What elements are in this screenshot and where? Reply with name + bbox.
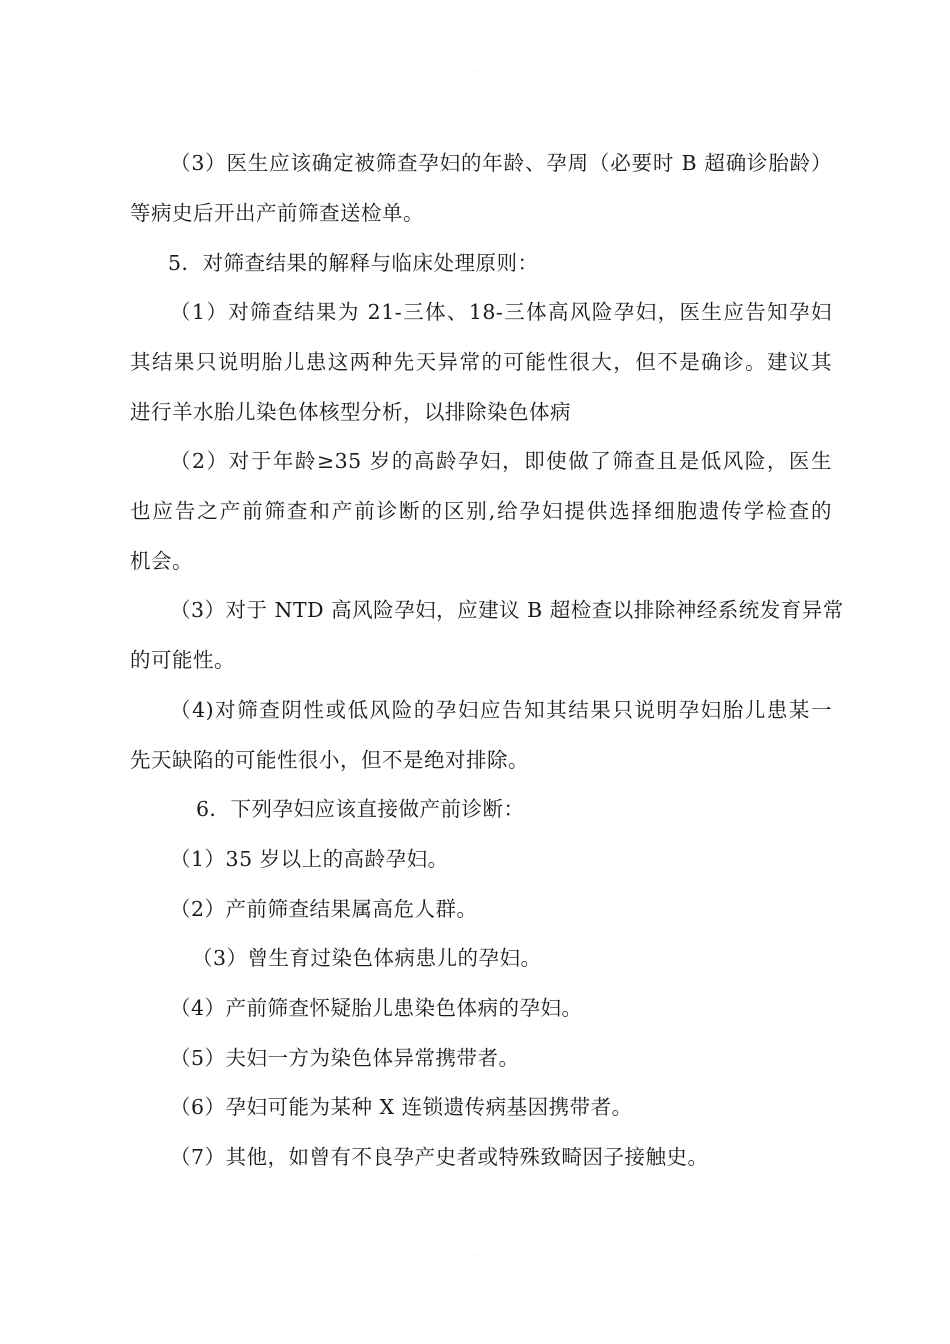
list-item: （5）夫妇一方为染色体异常携带者。	[170, 1046, 520, 1070]
text-line: 其结果只说明胎儿患这两种先天异常的可能性很大，但不是确诊。建议其	[130, 350, 832, 374]
text-line: 也应告之产前筛查和产前诊断的区别,给孕妇提供选择细胞遗传学检查的	[130, 499, 832, 523]
list-item: （3）曾生育过染色体病患儿的孕妇。	[192, 946, 542, 970]
text-line: 机会。	[130, 549, 193, 573]
list-item: （1）35 岁以上的高龄孕妇。	[170, 847, 449, 871]
list-item: （6）孕妇可能为某种 X 连锁遗传病基因携带者。	[170, 1095, 633, 1119]
header-watermark: · · ·	[469, 68, 481, 76]
text-line: （3）对于 NTD 高风险孕妇，应建议 B 超检查以排除神经系统发育异常	[170, 598, 844, 622]
list-item: （7）其他，如曾有不良孕产史者或特殊致畸因子接触史。	[170, 1145, 709, 1169]
footer-watermark: · ·	[471, 1252, 479, 1260]
list-item: （4）产前筛查怀疑胎儿患染色体病的孕妇。	[170, 996, 583, 1020]
text-line: 等病史后开出产前筛查送检单。	[130, 201, 424, 225]
text-line: （3）医生应该确定被筛查孕妇的年龄、孕周（必要时 B 超确诊胎龄）	[170, 151, 832, 175]
text-line: 的可能性。	[130, 648, 235, 672]
text-line: 先天缺陷的可能性很小，但不是绝对排除。	[130, 748, 529, 772]
text-line: （4)对筛查阴性或低风险的孕妇应告知其结果只说明孕妇胎儿患某一	[170, 698, 832, 722]
list-item: （2）产前筛查结果属高危人群。	[170, 897, 478, 921]
text-line: （2）对于年龄≥35 岁的高龄孕妇，即使做了筛查且是低风险，医生	[170, 449, 832, 473]
text-line: 进行羊水胎儿染色体核型分析，以排除染色体病	[130, 400, 571, 424]
text-line: （1）对筛查结果为 21-三体、18-三体高风险孕妇，医生应告知孕妇	[170, 300, 832, 324]
section-heading: 5．对筛查结果的解释与临床处理原则：	[168, 251, 539, 275]
section-heading: 6．下列孕妇应该直接做产前诊断：	[196, 797, 525, 821]
